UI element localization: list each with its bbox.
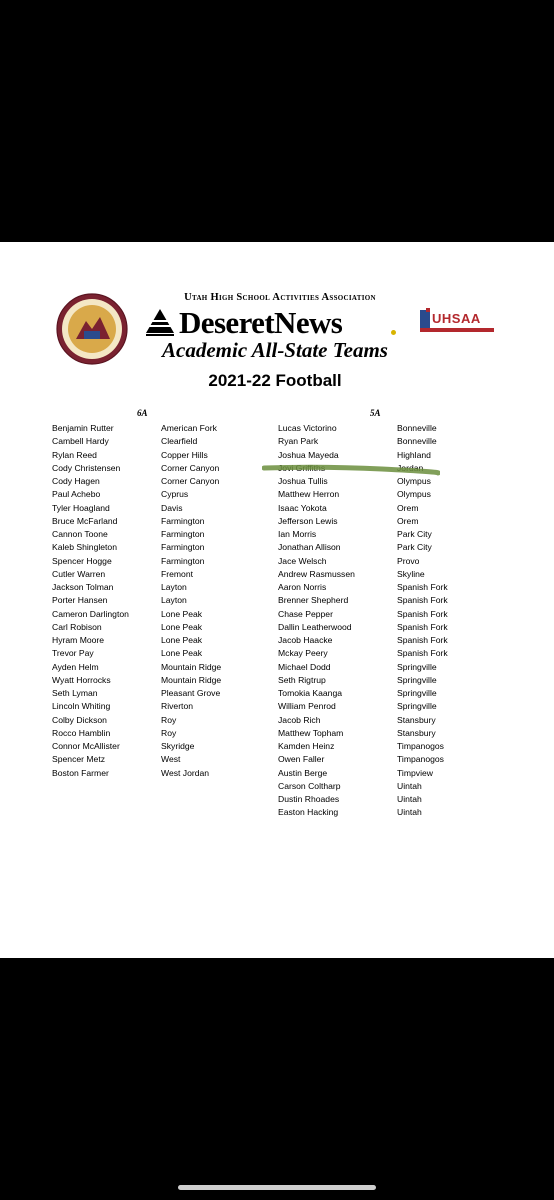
player-name: Wyatt Horrocks xyxy=(52,674,111,685)
uhsaa-logo-text: UHSAA xyxy=(432,311,481,326)
school-name: Olympus xyxy=(397,476,431,486)
school-name: Stansbury xyxy=(397,727,436,738)
highlighter-mark xyxy=(262,464,440,476)
player-name: Tomokia Kaanga xyxy=(278,688,343,698)
player-name: Rylan Reed xyxy=(52,449,97,460)
player-name: Trevor Pay xyxy=(52,648,94,659)
school-name: Springville xyxy=(397,701,437,712)
player-name: Connor McAllister xyxy=(52,741,120,751)
school-name: Park City xyxy=(397,542,432,553)
player-name: Joshua Mayeda xyxy=(278,449,339,460)
school-name: Provo xyxy=(397,555,420,566)
school-name: Bonneville xyxy=(397,423,437,433)
player-name: Seth Lyman xyxy=(52,688,98,698)
player-name: Matthew Topham xyxy=(278,727,344,738)
school-name: Roy xyxy=(161,727,177,738)
school-name: Layton xyxy=(161,582,187,592)
school-name: Highland xyxy=(397,449,431,460)
school-name: Timpview xyxy=(397,767,433,778)
player-name: Isaac Yokota xyxy=(278,502,327,513)
school-name: Riverton xyxy=(161,701,193,712)
school-name: Lone Peak xyxy=(161,648,203,659)
deseret-news-logo xyxy=(142,304,402,340)
school-name: Farmington xyxy=(161,529,205,539)
player-name: Hyram Moore xyxy=(52,635,105,645)
school-name: Skyridge xyxy=(161,741,195,751)
player-name: Cannon Toone xyxy=(52,529,108,539)
school-name: Fremont xyxy=(161,568,193,579)
player-name: Kamden Heinz xyxy=(278,741,335,751)
player-name: Ian Morris xyxy=(278,529,317,539)
school-name: Lone Peak xyxy=(161,608,203,619)
player-name: Jonathan Allison xyxy=(278,542,341,553)
school-name: West Jordan xyxy=(161,767,210,778)
teams-5a-schools-column xyxy=(397,422,448,820)
player-name: Brenner Shepherd xyxy=(278,595,349,606)
school-name: Orem xyxy=(397,515,419,526)
school-name: Orem xyxy=(397,502,419,513)
player-name: Dustin Rhoades xyxy=(278,794,340,804)
school-name: Uintah xyxy=(397,780,422,791)
player-name: Tyler Hoagland xyxy=(52,502,110,513)
school-name: Bonneville xyxy=(397,436,437,447)
player-name: William Penrod xyxy=(278,701,336,712)
player-name: Dallin Leatherwood xyxy=(278,621,352,632)
school-name: Spanish Fork xyxy=(397,608,448,619)
school-name: Roy xyxy=(161,714,177,725)
player-name: Easton Hacking xyxy=(278,807,339,818)
wordmark-dot xyxy=(391,330,396,335)
player-name: Mckay Peery xyxy=(278,648,328,659)
school-name: American Fork xyxy=(161,423,217,433)
player-name: Joshua Tullis xyxy=(278,476,328,486)
school-name: Spanish Fork xyxy=(397,648,448,659)
school-name: Lone Peak xyxy=(161,621,203,632)
player-name: Matthew Herron xyxy=(278,489,340,500)
player-name: Jacob Rich xyxy=(278,714,321,725)
teams-6a-schools-column xyxy=(161,422,221,780)
player-name: Jackson Tolman xyxy=(52,582,114,592)
player-name: Cambell Hardy xyxy=(52,436,109,447)
school-name: Clearfield xyxy=(161,436,198,447)
school-name: Corner Canyon xyxy=(161,476,220,486)
school-name: Layton xyxy=(161,595,187,606)
school-name: Timpanogos xyxy=(397,754,444,765)
player-name: Andrew Rasmussen xyxy=(278,568,355,579)
org-name: Utah High School Activities Association xyxy=(184,292,376,303)
player-name: Porter Hansen xyxy=(52,595,108,606)
school-name: Uintah xyxy=(397,794,422,804)
school-name: Mountain Ridge xyxy=(161,674,222,685)
school-name: Timpanogos xyxy=(397,741,444,751)
player-name: Benjamin Rutter xyxy=(52,423,114,433)
school-name: Lone Peak xyxy=(161,635,203,645)
player-name: Owen Faller xyxy=(278,754,325,765)
player-name: Jefferson Lewis xyxy=(278,515,338,526)
school-name: Farmington xyxy=(161,515,205,526)
school-name: Stansbury xyxy=(397,714,436,725)
document-title: Academic All-State Teams xyxy=(162,338,388,362)
teams-5a-names-column xyxy=(278,422,355,820)
classification-6a-heading: 6A xyxy=(137,408,148,418)
school-name: Jordan xyxy=(397,462,424,473)
player-name: Bruce McFarland xyxy=(52,515,118,526)
player-name: Chase Pepper xyxy=(278,608,333,619)
school-name: Park City xyxy=(397,529,432,539)
player-name: Colby Dickson xyxy=(52,714,107,725)
school-name: Spanish Fork xyxy=(397,635,448,645)
player-name: Ryan Park xyxy=(278,436,319,447)
school-name: Mountain Ridge xyxy=(161,661,222,672)
school-name: Springville xyxy=(397,688,437,698)
player-name: Paul Achebo xyxy=(52,489,101,500)
school-name: Spanish Fork xyxy=(397,582,448,592)
player-name: Jovi Griffiths xyxy=(278,462,326,473)
school-name: Davis xyxy=(161,502,183,513)
player-name: Cody Christensen xyxy=(52,462,121,473)
player-name: Carson Coltharp xyxy=(278,780,341,791)
player-name: Ayden Helm xyxy=(52,661,99,672)
school-name: Springville xyxy=(397,661,437,672)
player-name: Cutler Warren xyxy=(52,568,106,579)
player-name: Michael Dodd xyxy=(278,661,331,672)
player-name: Boston Farmer xyxy=(52,767,109,778)
school-name: Cyprus xyxy=(161,489,189,500)
school-name: Olympus xyxy=(397,489,431,500)
player-name: Spencer Metz xyxy=(52,754,106,765)
beehive-icon xyxy=(144,307,176,337)
player-name: Rocco Hamblin xyxy=(52,727,111,738)
deseret-news-wordmark: DeseretNews xyxy=(179,305,343,340)
school-name: Springville xyxy=(397,674,437,685)
home-indicator[interactable] xyxy=(178,1185,376,1190)
school-name: Uintah xyxy=(397,807,422,818)
school-name: Skyline xyxy=(397,568,425,579)
school-name: Copper Hills xyxy=(161,449,208,460)
player-name: Austin Berge xyxy=(278,767,328,778)
document-subtitle: 2021-22 Football xyxy=(208,371,342,390)
school-name: West xyxy=(161,754,181,765)
school-name: Farmington xyxy=(161,542,205,553)
player-name: Spencer Hogge xyxy=(52,555,112,566)
player-name: Carl Robison xyxy=(52,621,102,632)
school-name: Spanish Fork xyxy=(397,595,448,606)
player-name: Seth Rigtrup xyxy=(278,674,326,685)
school-name: Spanish Fork xyxy=(397,621,448,632)
player-name: Jace Welsch xyxy=(278,555,327,566)
player-name: Lucas Victorino xyxy=(278,423,337,433)
school-name: Farmington xyxy=(161,555,205,566)
player-name: Jacob Haacke xyxy=(278,635,333,645)
uhsaa-seal-logo xyxy=(56,293,128,365)
school-name: Pleasant Grove xyxy=(161,688,221,698)
uhsaa-logo xyxy=(418,306,496,334)
player-name: Cameron Darlington xyxy=(52,608,129,619)
player-name: Aaron Norris xyxy=(278,582,327,592)
teams-6a-names-column xyxy=(52,422,129,780)
player-name: Lincoln Whiting xyxy=(52,701,111,712)
classification-5a-heading: 5A xyxy=(370,408,381,418)
player-name: Cody Hagen xyxy=(52,476,100,486)
school-name: Corner Canyon xyxy=(161,462,220,473)
player-name: Kaleb Shingleton xyxy=(52,542,117,553)
